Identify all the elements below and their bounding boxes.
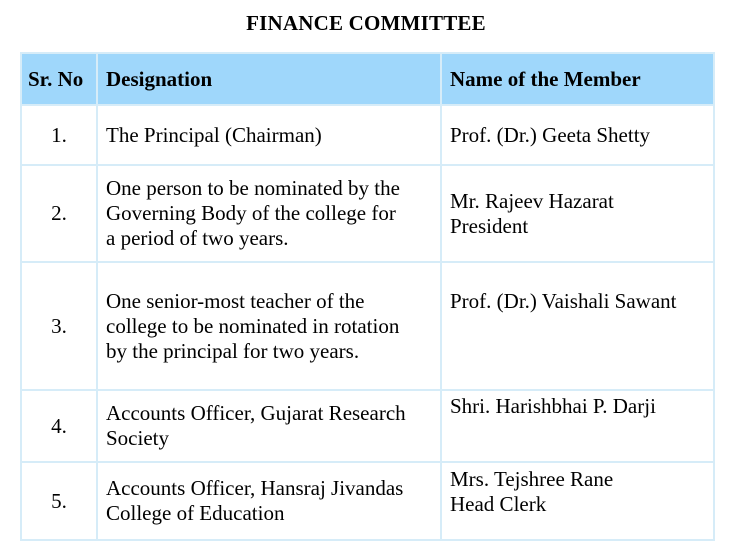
designation-line: Accounts Officer, Gujarat Research [106,401,406,425]
sr-no-cell: 5. [21,462,97,540]
member-line: Prof. (Dr.) Vaishali Sawant [450,289,677,313]
designation-line: One senior-most teacher of the [106,288,365,313]
member-line: Head Clerk [450,492,547,516]
designation-cell [97,105,441,165]
member-line: President [450,213,529,238]
table-row [21,165,714,262]
member-line: Mr. Rajeev Hazarat [450,188,614,213]
page-title: FINANCE COMMITTEE [246,11,486,35]
designation-cell [97,262,441,390]
designation-line: Society [106,426,169,450]
designation-line: The Principal (Chairman) [106,122,322,147]
table-row [21,262,714,390]
finance-committee-table [20,52,715,541]
designation-cell [97,165,441,262]
sr-no-cell: 4. [21,390,97,462]
table-header-row [21,53,714,105]
designation-line: College of Education [106,501,285,525]
designation-line: by the principal for two years. [106,338,360,363]
member-name-cell [441,165,714,262]
member-name-cell [441,105,714,165]
designation-cell [97,390,441,462]
sr-no-cell: 1. [21,105,97,165]
table-row [21,105,714,165]
table-row [21,390,714,462]
header-sr-no: Sr. No [21,53,97,105]
member-line: Mrs. Tejshree Rane [450,467,614,491]
member-line: Prof. (Dr.) Geeta Shetty [450,122,651,147]
designation-cell [97,462,441,540]
member-name-cell [441,390,714,462]
designation-line: a period of two years. [106,226,289,250]
header-designation: Designation [97,53,441,105]
member-name-cell [441,462,714,540]
header-member-name: Name of the Member [441,53,714,105]
designation-line: Governing Body of the college for [106,201,396,225]
member-name-cell [441,262,714,390]
member-line: Shri. Harishbhai P. Darji [450,394,656,418]
sr-no-cell: 2. [21,165,97,262]
designation-line: college to be nominated in rotation [106,313,400,338]
designation-line: Accounts Officer, Hansraj Jivandas [106,476,404,500]
table-row [21,462,714,540]
sr-no-cell: 3. [21,262,97,390]
designation-line: One person to be nominated by the [106,176,400,200]
